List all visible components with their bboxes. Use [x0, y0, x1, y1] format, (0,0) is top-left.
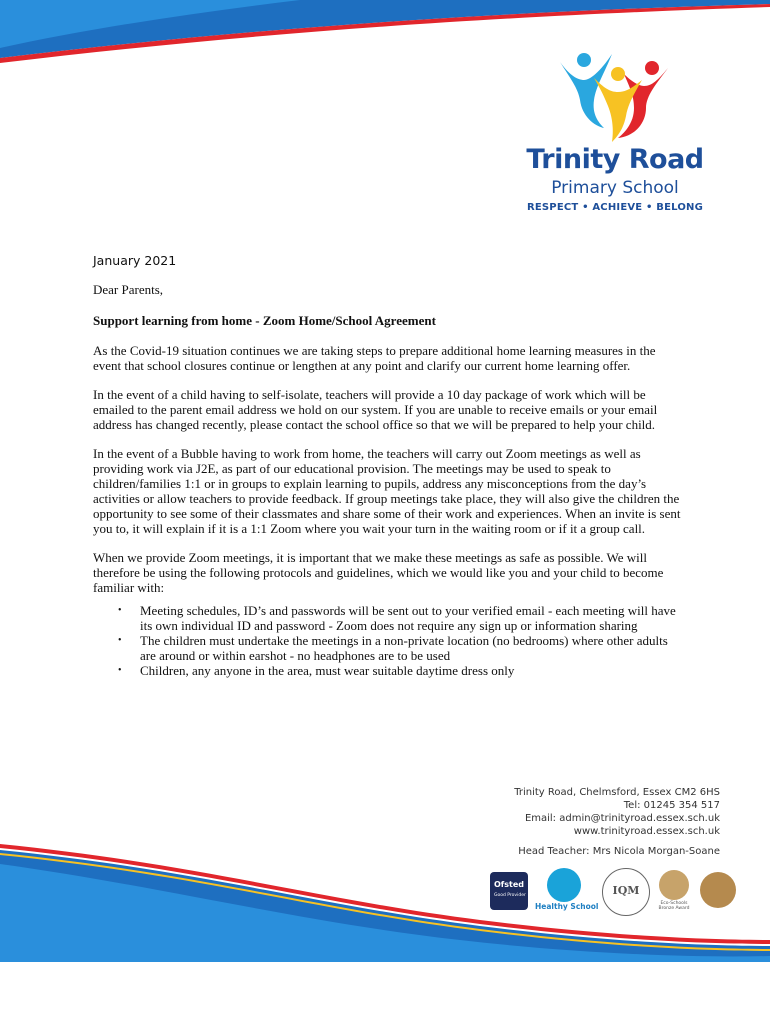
paragraph-1: As the Covid-19 situation continues we are taking steps to prepare additional home learning measures in the event that school closures continue or lengthen at any point and clarify our current home learning offer.	[93, 343, 656, 373]
footer-swoosh	[0, 830, 770, 962]
ofsted-label: Ofsted	[494, 880, 525, 889]
list-item-text: Meeting schedules, ID’s and passwords will be sent out to your verified email - each meeting will have its own individual ID and password - Zoom does not require any sign up or information sharing	[140, 603, 676, 633]
healthy-school-label: Healthy School	[535, 902, 599, 911]
head-teacher: Head Teacher: Mrs Nicola Morgan-Soane	[518, 846, 720, 857]
paragraph-2: In the event of a child having to self-isolate, teachers will provide a 10 day package of work which will be emailed to the parent email address we hold on our system. If you are unable to receive emails or your email address has changed recently, please contact the school office so that we will be prepared to help your child.	[93, 387, 658, 432]
address-line: Trinity Road, Chelmsford, Essex CM2 6HS	[514, 787, 720, 798]
letter-subject: Support learning from home - Zoom Home/School Agreement	[93, 313, 436, 328]
letter-date: January 2021	[93, 253, 177, 268]
guidelines-list	[93, 603, 683, 678]
letter-body	[93, 282, 683, 678]
email-address: Email: admin@trinityroad.essex.sch.uk	[524, 813, 720, 824]
list-item	[118, 663, 683, 678]
logo-figures-icon	[560, 50, 670, 145]
bullet-icon: •	[118, 635, 122, 646]
paragraph-4: When we provide Zoom meetings, it is important that we make these meetings as safe as possible. We will therefore be using the following protocols and guidelines, which we would like you and your child to become familiar with:	[93, 550, 664, 595]
school-logo	[520, 50, 710, 220]
bullet-icon: •	[118, 665, 122, 676]
telephone: Tel: 01245 354 517	[623, 800, 720, 811]
school-name: Trinity Road	[526, 144, 704, 175]
salutation: Dear Parents,	[93, 282, 164, 297]
page-background	[0, 962, 770, 1024]
list-item-text: The children must undertake the meetings in a non-private location (no bedrooms) where other adults are around or within earshot - no headphones are to be used	[140, 633, 668, 663]
school-motto: RESPECT • ACHIEVE • BELONG	[526, 202, 704, 213]
ofsted-grade: Good Provider	[494, 893, 526, 898]
iqm-label: IQM	[612, 884, 640, 897]
list-item	[118, 603, 683, 633]
website: www.trinityroad.essex.sch.uk	[573, 826, 720, 837]
list-item-text: Children, any anyone in the area, must wear suitable daytime dress only	[140, 663, 515, 678]
bullet-icon: •	[118, 605, 122, 616]
eco-schools-label: Eco-Schools Bronze Award	[658, 901, 690, 911]
school-subtitle: Primary School	[551, 178, 679, 198]
paragraph-3: In the event of a Bubble having to work from home, the teachers will carry out Zoom meetings as well as providing work via J2E, as part of our educational provision. The meetings may be used to speak to children/families 1:1 or in groups to explain learning to pupils, address any misconceptions from the day’s activities or allow teachers to provide feedback. If group meetings take place, they will also give the children the opportunity to see some of their classmates and share some of their work and experiences. When an invite is sent you to, it will explain if it is a 1:1 Zoom where you wait your turn in the waiting room or if it a group call.	[93, 446, 681, 536]
list-item	[118, 633, 683, 663]
